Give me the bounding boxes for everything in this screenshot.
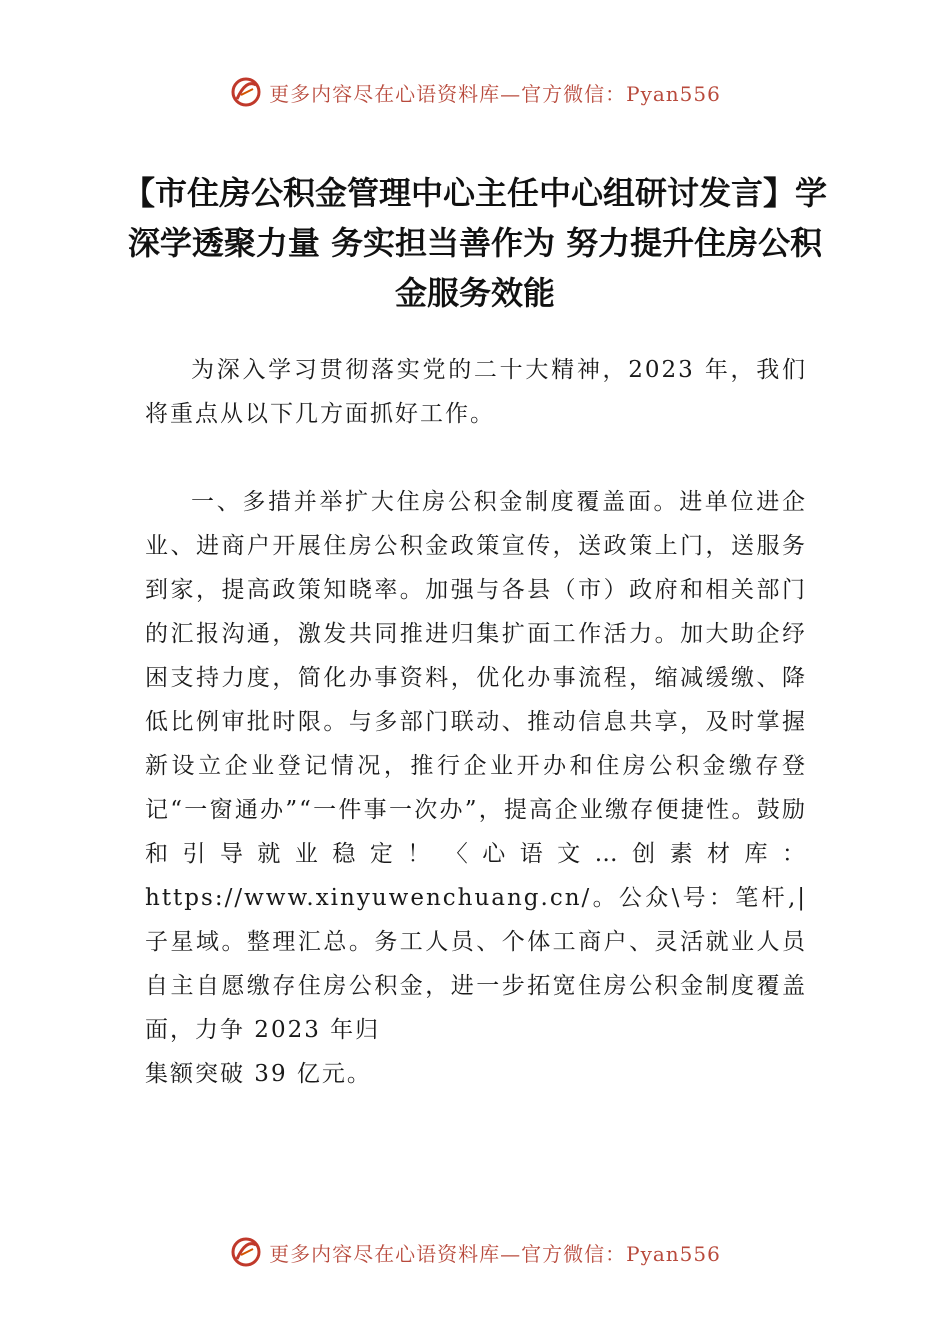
document-title: 【市住房公积金管理中心主任中心组研讨发言】学深学透聚力量 务实担当善作为 努力提升住房公积金服务效能 <box>122 174 827 312</box>
section-1-tail: 集额突破 39 亿元。 <box>145 1061 372 1087</box>
watermark-text: 更多内容尽在心语资料库—官方微信：Pyan556 <box>269 1241 721 1266</box>
section-1-paragraph <box>145 480 807 1096</box>
watermark-banner-bottom <box>0 1232 950 1272</box>
brand-logo-icon <box>229 75 263 109</box>
brand-logo-icon <box>229 1235 263 1269</box>
intro-paragraph: 为深入学习贯彻落实党的二十大精神，2023 年，我们将重点从以下几方面抓好工作。 <box>145 357 807 427</box>
watermark-text: 更多内容尽在心语资料库—官方微信：Pyan556 <box>269 81 721 106</box>
document-body <box>145 348 807 1096</box>
section-1-text: 一、多措并举扩大住房公积金制度覆盖面。进单位进企业、进商户开展住房公积金政策宣传，送政策上门，送服务到家，提高政策知晓率。加强与各县（市）政府和相关部门的汇报沟通，激发共同推进归集扩面工作活力。加大助企纾困支持力度，简化办事资料，优化办事流程，缩减缓缴、降低比例审批时限。与多部门联动、推动信息共享，及时掌握新设立企业登记情况，推行企业开办和住房公积金缴存登记“一窗通办”“一件事一次办”，提高企业缴存便捷性。鼓励和引导就业稳定！〈心语文…创素材库：https://www.xinyuwenchuang.cn/。公众\号：笔杆,|子星域。整理汇总。务工人员、个体工商户、灵活就业人员自主自愿缴存住房公积金，进一步拓宽住房公积金制度覆盖面，力争 2023 年归 <box>145 489 807 1043</box>
watermark-banner-top <box>0 72 950 112</box>
